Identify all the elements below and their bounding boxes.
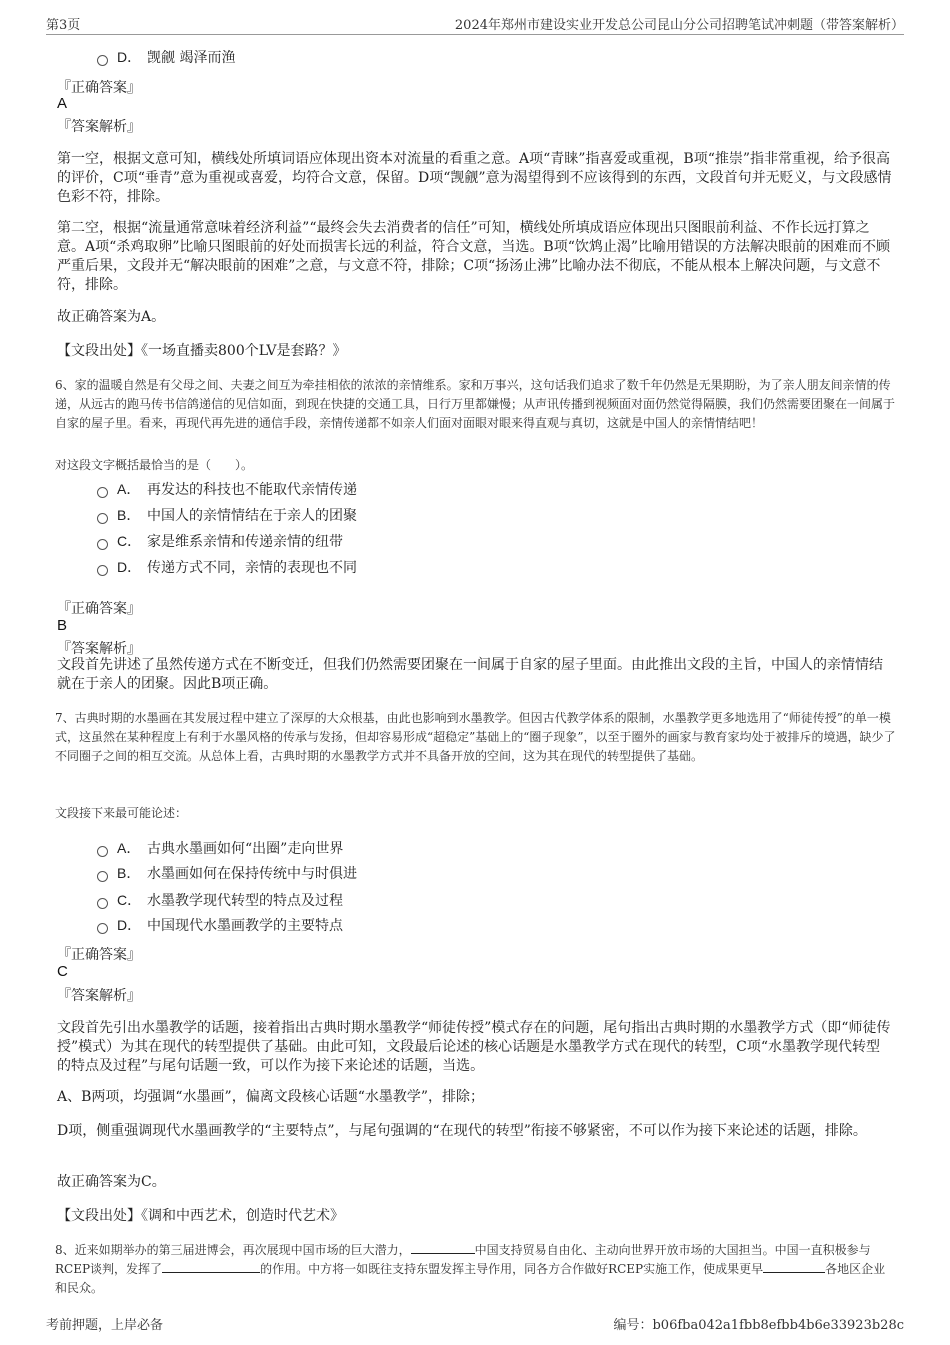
q6-option-b[interactable] <box>97 505 357 525</box>
q6-analysis: 文段首先讲述了虽然传递方式在不断变迁，但我们仍然需要团聚在一间属于自家的屋子里面。由此推出文段的主旨，中国人的亲情情结就在于亲人的团聚。因此B项正确。 <box>57 657 883 692</box>
q8-blank-1 <box>411 1241 475 1254</box>
document-title: 2024年郑州市建设实业开发总公司昆山分公司招聘笔试冲刺题（带答案解析） <box>454 18 904 33</box>
radio-icon[interactable] <box>97 846 108 857</box>
q6-option-c[interactable] <box>97 531 343 551</box>
option-letter: A． <box>117 840 141 856</box>
q7-analysis-p3: D项，侧重强调现代水墨画教学的“主要特点”，与尾句强调的“在现代的转型”衔接不够紧密，不可以作为接下来论述的话题，排除。 <box>57 1123 867 1139</box>
q7-analysis-p2: A、B两项，均强调“水墨画”，偏离文段核心话题“水墨教学”，排除； <box>57 1089 485 1105</box>
q8-blank-3 <box>763 1260 825 1273</box>
q5-analysis-p2: 第二空，根据“流量通常意味着经济利益”“最终会失去消费者的信任”可知，横线处所填成语应体现出只图眼前利益、不作长远打算之意。A项“杀鸡取卵”比喻只图眼前的好处而损害长远的利益，符合文意，当选。B项“饮鸩止渴”比喻用错误的方法解决眼前的困难而不顾严重后果，文段并无“解决眼前的困难”之意，与文意不符，排除；C项“扬汤止沸”比喻办法不彻底，不能从根本上解决问题，与文意不符，排除。 <box>57 220 891 293</box>
q7-option-d[interactable] <box>97 915 343 935</box>
q5-correct-label: 『正确答案』 <box>57 80 141 96</box>
q7-analysis-p4: 故正确答案为C。 <box>57 1174 166 1190</box>
option-text: 水墨教学现代转型的特点及过程 <box>147 893 343 909</box>
q7-prompt: 文段接下来最可能论述： <box>55 806 188 820</box>
radio-icon[interactable] <box>97 55 108 66</box>
option-text: 觊觎 竭泽而渔 <box>147 50 236 66</box>
footer-slogan: 考前押题，上岸必备 <box>46 1318 164 1333</box>
q5-analysis-p3: 故正确答案为A。 <box>57 309 166 325</box>
option-text: 水墨画如何在保持传统中与时俱进 <box>147 866 357 882</box>
q7-analysis-label: 『答案解析』 <box>57 988 141 1004</box>
radio-icon[interactable] <box>97 539 108 550</box>
page-footer <box>46 1314 904 1334</box>
option-text: 再发达的科技也不能取代亲情传递 <box>147 482 357 498</box>
q8-text-part4: 各地区企业和民众。 <box>55 1262 886 1295</box>
q6-option-a[interactable] <box>97 479 357 499</box>
q5-source: 【文段出处】《一场直播卖800个LV是套路？》 <box>57 343 347 359</box>
q7-option-b[interactable] <box>97 863 357 883</box>
option-letter: C． <box>117 892 142 908</box>
q6-option-d[interactable] <box>97 557 357 577</box>
radio-icon[interactable] <box>97 565 108 576</box>
radio-icon[interactable] <box>97 871 108 882</box>
q5-correct-answer: A <box>57 95 68 112</box>
q7-option-c[interactable] <box>97 890 343 910</box>
option-letter: B． <box>117 507 141 523</box>
q7-analysis-p1: 文段首先引出水墨教学的话题，接着指出古典时期水墨教学“师徒传授”模式存在的问题，尾句指出古典时期的水墨教学方式（即“师徒传授”模式）为其在现代的转型提供了基础。由此可知，文段最后论述的核心话题是水墨教学方式在现代的转型，C项“水墨教学现代转型的特点及过程”与尾句话题一致，可以作为接下来论述的话题，当选。 <box>57 1020 891 1074</box>
q5-option-d[interactable] <box>97 47 235 67</box>
page-header <box>46 14 904 35</box>
option-text: 古典水墨画如何“出圈”走向世界 <box>147 841 344 857</box>
option-letter: D． <box>117 559 142 575</box>
q7-correct-answer: C <box>57 963 68 980</box>
q7-correct-label: 『正确答案』 <box>57 947 141 963</box>
q7-source: 【文段出处】《调和中西艺术，创造时代艺术》 <box>57 1208 344 1224</box>
q7-option-a[interactable] <box>97 838 343 858</box>
q8-blank-2 <box>162 1260 260 1273</box>
q6-prompt: 对这段文字概括最恰当的是（ ）。 <box>55 458 254 472</box>
option-letter: D． <box>117 49 142 65</box>
q5-analysis-label: 『答案解析』 <box>57 119 141 135</box>
q6-analysis-label: 『答案解析』 <box>57 641 141 657</box>
q6-correct-answer: B <box>57 617 68 634</box>
radio-icon[interactable] <box>97 513 108 524</box>
page-number: 第3页 <box>46 18 81 33</box>
q8-text-part1: 8、近来如期举办的第三届进博会，再次展现中国市场的巨大潜力， <box>55 1243 411 1257</box>
q8-stem <box>55 1241 897 1298</box>
radio-icon[interactable] <box>97 923 108 934</box>
q6-stem: 6、家的温暖自然是有父母之间、夫妻之间互为牵挂相依的浓浓的亲情维系。家和万事兴，这句话我们追求了数千年仍然是无果期盼，为了亲人朋友间亲情的传递，从远古的跑马传书信鸽递信的见信如面，到现在快捷的交通工具，日行万里都嫌慢；从声讯传播到视频面对面仍然觉得隔膜，我们仍然需要团聚在一间属于自家的屋子里。看来，再现代再先进的通信手段，亲情传递都不如亲人们面对面眼对眼来得直观与真切，这就是中国人的亲情情结吧！ <box>55 378 896 430</box>
option-text: 传递方式不同，亲情的表现也不同 <box>147 560 357 576</box>
option-letter: D． <box>117 917 142 933</box>
option-letter: B． <box>117 865 141 881</box>
q5-analysis-p1: 第一空，根据文意可知，横线处所填词语应体现出资本对流量的看重之意。A项“青睐”指喜爱或重视，B项“推崇”指非常重视，给予很高的评价，C项“垂青”意为重视或喜爱，均符合文意，保留。D项“觊觎”意为渴望得到不应该得到的东西，文段首句并无贬义，与文段感情色彩不符，排除。 <box>57 151 892 205</box>
q6-correct-label: 『正确答案』 <box>57 601 141 617</box>
option-text: 中国人的亲情情结在于亲人的团聚 <box>147 508 357 524</box>
q8-text-part2: 中国支持贸易自由化、主动向世界开放市场的大国担当。中国一直积极参与RCEP谈判，发挥了 <box>55 1243 871 1276</box>
radio-icon[interactable] <box>97 487 108 498</box>
q7-stem: 7、古典时期的水墨画在其发展过程中建立了深厚的大众根基，由此也影响到水墨教学。但因古代教学体系的限制，水墨教学更多地选用了“师徒传授”的单一模式，这虽然在某种程度上有利于水墨风格的传承与发扬，但却容易形成“超稳定”基础上的“圈子现象”，以至于圈外的画家与教育家均处于被排斥的境遇，缺少了不同圈子之间的相互交流。从总体上看，古典时期的水墨教学方式并不具备开放的空间，这为其在现代的转型提供了基础。 <box>55 711 896 763</box>
option-text: 中国现代水墨画教学的主要特点 <box>147 918 343 934</box>
option-letter: A． <box>117 481 141 497</box>
footer-id: 编号：b06fba042a1fbb8efbb4b6e33923b28c <box>613 1318 904 1333</box>
option-letter: C． <box>117 533 142 549</box>
q8-text-part3: 的作用。中方将一如既往支持东盟发挥主导作用，同各方合作做好RCEP实施工作，使成果更早 <box>260 1262 764 1276</box>
option-text: 家是维系亲情和传递亲情的纽带 <box>147 534 343 550</box>
radio-icon[interactable] <box>97 898 108 909</box>
